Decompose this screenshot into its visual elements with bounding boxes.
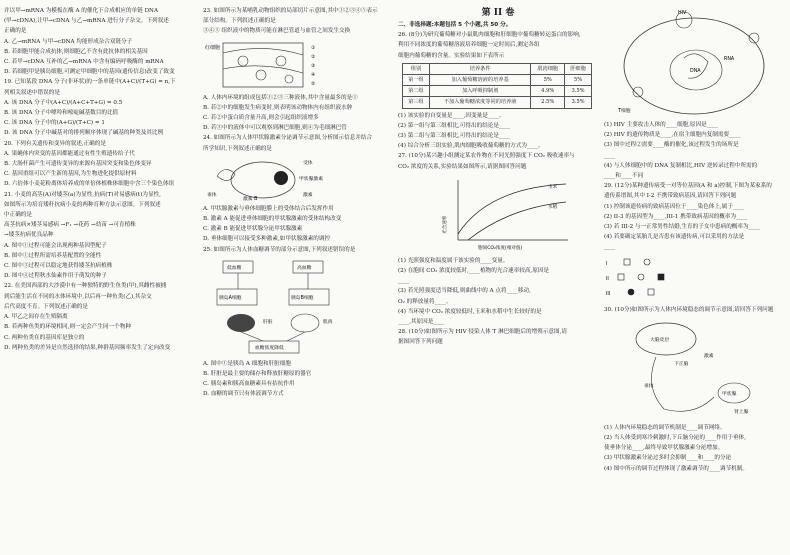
q26-line: 利用不同浓度的葡萄糖溶液培养细胞一定时间后,测定各组 xyxy=(398,42,540,49)
q27-line: ____ xyxy=(398,278,410,285)
col4-line: (2) II-3 的基因型为____,III-1 携带致病基因的概率为____ xyxy=(604,213,748,220)
col4-line: (2) 当人体受到寒冷刺激时,下丘脑分泌的____作用于垂体, xyxy=(604,435,746,442)
table-cell: 第二组 xyxy=(403,86,430,97)
col2-line: C. 若②中蛋白质含量升高,则会引起组织液增多 xyxy=(203,115,319,122)
col2-line: 所学知识,下列叙述正确的是 xyxy=(203,145,272,152)
q27-line: ____,其原因是____ xyxy=(398,319,445,326)
column-3 xyxy=(398,6,598,348)
table-row xyxy=(403,97,592,108)
col4-line: 30. (10分)如图所示为人体内环境稳态的调节示意图,请回答下列问题 xyxy=(604,306,774,313)
col4-line: (1) 控制该遗传病的致病基因位于____染色体上,属于____ xyxy=(604,203,745,210)
figure-mark: ③ xyxy=(311,63,316,69)
pedigree-symbol xyxy=(628,289,634,295)
table-header: 肝细胞 xyxy=(565,63,592,74)
col2-line: 24. 如图所示为人体甲状腺激素分泌调节示意图,分析图示信息并结合 xyxy=(203,135,373,142)
col1-line: D. 若细胞甲是胰岛细胞,可测定甲细胞中的基因(遗传信息)改变了致变 xyxy=(4,69,175,76)
col1-line: 中正确的是 xyxy=(4,212,32,219)
figure-label: 甲状腺 xyxy=(722,391,737,397)
table-cell: 不加入葡萄糖浓度等同的培养液 xyxy=(429,97,531,108)
blood-sugar-figure xyxy=(203,257,353,357)
col2-line: A. 图中①是胰岛 A 细胞和肝脏细胞 xyxy=(203,360,291,367)
regulation-figure xyxy=(604,317,784,421)
svg-text:胞间CO₂浓度(相对值): 胞间CO₂浓度(相对值) xyxy=(478,245,523,251)
col1-line: (甲→cDNA),让甲→cDNA 与乙→mRNA 进行分子杂交。下列叙述 xyxy=(4,18,169,25)
col1-line: B. 该 DNA 分子中嘌呤和嘧啶碱基数目的比值 xyxy=(4,110,119,117)
svg-text:光合速率: 光合速率 xyxy=(443,215,448,234)
part-title: 第 II 卷 xyxy=(481,8,515,18)
col1-line: 列相关叙述中错误的是 xyxy=(4,89,60,96)
col2-line: 部分结构。下列叙述正确的是 xyxy=(203,18,276,25)
table-cell: 加入葡萄糖溶液的培养基 xyxy=(429,75,531,86)
col1-line: 并以甲→mRNA 为模板在酶 A 的催化下合成相应的单链 DNA xyxy=(4,8,158,14)
table-cell: 5% xyxy=(531,75,565,86)
col4-line: (2) HIV 的遗传物质是____,在宿主细胞内复制需要____ xyxy=(604,132,741,139)
figure-label: 肌肉 xyxy=(323,319,333,325)
q27-line: (3) 若光照强度适当降低,则曲线中的 A 点将____移动, xyxy=(398,288,531,295)
figure-label: 胰岛A细胞 xyxy=(219,295,242,301)
figure-label: HIV xyxy=(678,11,687,16)
pedigree-symbol xyxy=(644,259,650,265)
pedigree-symbol xyxy=(624,259,630,265)
generation-label: I xyxy=(606,261,608,267)
col1-line: 如图所示为培育矮秆抗病小麦的两种育种方法示意图。下列叙述 xyxy=(4,201,161,208)
col1-line: B. 图中①过程所需培养基配置的全能性 xyxy=(4,252,102,259)
column-2 xyxy=(203,6,390,400)
col1-line: D. 两种鱼类的差异是自然选择的结果,种群基因频率发生了定向改变 xyxy=(4,344,171,351)
table-cell: 4.9% xyxy=(531,86,565,97)
q26-line: (4) 综合分析三组实验,肌肉细胞吸收葡萄糖的方式为____。 xyxy=(398,143,544,150)
col1-line: A. 果蝇体内突变的基因都能通过有性生殖遗传给子代 xyxy=(4,150,135,157)
column-1 xyxy=(4,6,194,353)
col1-line: →矮茎抗病优良品种 xyxy=(4,232,54,239)
q27-line: (2) 在胞间 CO₂ 浓度较低时,____植物的光合速率较高,原因是 xyxy=(398,268,549,275)
table-header: 组别 xyxy=(403,63,430,74)
svg-text:玉米: 玉米 xyxy=(548,184,558,190)
col4-line: (1) 人体内环境稳态的调节机制是____调节网络。 xyxy=(604,424,726,431)
figure-mark: ④ xyxy=(311,72,316,78)
col4-line: ____ xyxy=(604,152,616,159)
q27-line: (1) 光照强度和温度属于该实验的____变量。 xyxy=(398,257,509,264)
q27-line: 据图回答下列问题 xyxy=(398,339,443,346)
figure-label: 肝脏 xyxy=(263,319,273,325)
pedigree-symbol xyxy=(618,274,624,280)
col1-line: A. 乙→mRNA 与甲→cDNA 均能形成杂合双链分子 xyxy=(4,38,133,45)
q26-line: (2) 第一组与第三组相比,可得出的结论是____ xyxy=(398,122,511,129)
figure-mark: ⑤ xyxy=(311,81,316,87)
figure-label: 激素 B xyxy=(243,196,258,202)
table-cell: 3.5% xyxy=(565,97,592,108)
col2-line: D. 若③中的液体中可以观察到淋巴细胞,则④为毛细淋巴管 xyxy=(203,125,347,132)
figure-label: 高血糖 xyxy=(297,265,312,271)
col2-line: C. 激素 B 能促进甲状腺分泌甲状腺激素 xyxy=(203,226,303,233)
figure-label: 激素 xyxy=(704,353,714,359)
col2-line: 25. 如图所示为人体血糖调节的部分示意图,下列叙述错误的是 xyxy=(203,246,356,253)
col1-line: A. 该 DNA 分子中(A+C)/(A+C+T+G) = 0.5 xyxy=(4,99,123,106)
generation-label: III xyxy=(606,291,611,297)
table-cell: 第一组 xyxy=(403,75,430,86)
figure-label: 垂体 xyxy=(207,192,217,198)
figure-mark: ② xyxy=(311,54,316,60)
pedigree-chart xyxy=(604,255,784,303)
col4-line: 遗传系谱图,其中 I-2 不携带致病基因,请回答下列问题 xyxy=(604,193,737,200)
figure-label: 肾上腺 xyxy=(734,409,749,415)
col1-line: D. 六倍体小麦花粉离体培养成的单倍体植株体细胞中含三个染色体组 xyxy=(4,181,175,188)
col2-line: D. 血糖的调节只有体液调节方式 xyxy=(203,391,284,398)
q26-line: (1) 该实验的自变量是____,因变量是____。 xyxy=(398,112,505,119)
col4-line: (3) 图中过程②需要____酶的催化,该过程发生的场所是 xyxy=(604,142,739,149)
thyroid-figure xyxy=(203,156,353,202)
col2-line: B. 若②中的细胞发生病变时,则表明该动物体内有组织液水肿 xyxy=(203,104,353,111)
figure-label: T细胞 xyxy=(618,109,631,114)
experiment-table xyxy=(402,63,592,109)
q26-line: 27. (10分)某兴趣小组测定某农作物在不同光照强度下 CO₂ 吸收速率与 xyxy=(398,153,575,160)
figure-label: 甲状腺激素 xyxy=(299,176,323,182)
col1-line: 高茎抗病×矮茎易感病 →F₁ →花药 →幼苗 →可育植株 xyxy=(4,222,136,229)
table-row xyxy=(403,86,592,97)
col1-line: C. 该 DNA 分子中的(A+G)/(T+C) = 1 xyxy=(4,120,105,127)
col1-line: C. 图中③过程可以稳定地获得矮茎抗病植株 xyxy=(4,263,113,270)
col2-line: 23. 如图所示为某哺乳动物组织的局部切片示意图,其中①②③④⑤表示 xyxy=(203,8,378,14)
table-header: 培养条件 xyxy=(429,63,531,74)
col4-line: 使垂体分泌____,最终导致甲状腺激素分泌增加。 xyxy=(604,445,724,452)
col2-line: B. 肝脏是最主要的储存和释放肝糖原的器官 xyxy=(203,371,312,378)
figure-label: RNA xyxy=(724,57,735,62)
column-4 xyxy=(604,6,786,474)
q27-line: O₂ 的释放量将____。 xyxy=(398,298,452,305)
col4-line: 29. (12分)某种遗传病受一对等位基因(A 和 a)控制,下图为某家系的 xyxy=(604,183,772,190)
figure-mark: ① xyxy=(311,45,316,51)
figure-label: 红细胞 xyxy=(205,44,221,51)
col1-line: 到后能生活在不同的水体环境中,以后再一种鱼类(乙),其杂交 xyxy=(4,293,152,300)
col1-line: C. 基因重组可以产生新的基因,为生物进化提供原材料 xyxy=(4,171,137,178)
table-cell: 加入呼吸抑制剂 xyxy=(429,86,531,97)
tissue-figure xyxy=(203,39,353,91)
col4-line: (3) 若 III-2 与一正常男性结婚,生育的子女中患病的概率为____ xyxy=(604,224,760,231)
col4-line: ____和____不同 xyxy=(604,173,644,180)
q26-line: 26. (8分)为研究葡萄糖对小鼠肌肉细胞和肝细胞中葡萄糖转运蛋白的影响, xyxy=(398,32,581,39)
section-heading: 二、非选择题:本题包括 5 个小题,共 50 分。 xyxy=(398,22,512,28)
figure-label: 大脑皮层 xyxy=(650,337,670,343)
col2-line: ③④⑤ 组织液中的物质可能在淋巴管道与血管之间发生交换 xyxy=(203,28,351,35)
col1-line: C. 若甲→cDNA 互补的乙→mRNA 中含有编码呼吸酶的 mRNA xyxy=(4,59,164,66)
pedigree-symbol xyxy=(648,289,654,295)
q27-line: 28. (10分)如图所示为 HIV 侵染人体 T 淋巴细胞后的增殖示意图,请 xyxy=(398,329,567,336)
col1-line: 19. 已知某段 DNA 分子(非环状)的一条单链中(A+C)/(T+G) = n,下 xyxy=(4,79,176,86)
col1-line: B. 若两种鱼类的环境相同,则一定会产生同一个物种 xyxy=(4,324,131,331)
figure-label: 垂体 xyxy=(644,383,654,389)
col4-line: (3) 甲状腺激素分泌过多时会抑制____和____的分泌 xyxy=(604,455,732,462)
pedigree-symbol xyxy=(638,274,644,280)
col1-line: 22. 在美国西部的大沙漠中有一种独特的野生鱼类(甲),其雌性被捕 xyxy=(4,283,167,290)
pedigree-symbol xyxy=(658,274,664,280)
col1-line: 21. 小麦的高茎(A)对矮茎(a)为显性,抗病(T)对易感病(t)为显性, xyxy=(4,191,161,198)
col2-line: B. 激素 A 能促进垂体细胞的甲状腺激素的受体结构改变 xyxy=(203,216,342,223)
col2-line: A. 甲状腺激素与垂体细胞膜上的受体结合后发挥作用 xyxy=(203,205,334,212)
q26-line: CO₂ 浓度的关系,实验结果如图所示,请据图回答问题 xyxy=(398,163,527,170)
generation-label: II xyxy=(606,276,609,282)
figure-label: 激素 xyxy=(303,192,313,198)
col1-line: 后代高度不育。下列叙述正确的是 xyxy=(4,303,88,310)
q26-line: (3) 第二组与第三组相比,可得出的结论是____ xyxy=(398,133,511,140)
col1-line: D. 图中④过程秋水仙素作用于萌发的种子 xyxy=(4,273,107,280)
col2-line: A. 人体内环境的组成包括①②③三种液体,其中含量最多的是① xyxy=(203,94,358,101)
col4-line: (1) HIV 主要攻击人体的____细胞,原因是____ xyxy=(604,122,718,128)
svg-text:水稻: 水稻 xyxy=(548,204,558,210)
col4-line: (4) 与人体细胞中的 DNA 复制相比,HIV 逆转录过程中所需的 xyxy=(604,162,758,169)
figure-label: 血糖浓度降低 xyxy=(255,345,284,351)
col2-line: C. 胰岛素和胰高血糖素具有拮抗作用 xyxy=(203,381,295,388)
col1-line: C. 两种鱼类在的基因库是独立的 xyxy=(4,334,85,341)
col4-line: ____ xyxy=(604,244,616,251)
figure-label: 低血糖 xyxy=(227,265,242,271)
col1-line: B. 若细胞甲能合成抗体,则细胞乙不含有此抗体的相关基因 xyxy=(4,48,148,55)
col4-line: (4) 图中所示的调节过程体现了激素调节的____调节机制。 xyxy=(604,465,748,472)
table-cell: 第三组 xyxy=(403,97,430,108)
col1-line: A. 图中①过程可能会出现两种基因型配子 xyxy=(4,242,107,249)
table-cell: 2.5% xyxy=(531,97,565,108)
figure-label: 胰岛B细胞 xyxy=(291,295,314,301)
photosynthesis-chart xyxy=(398,174,598,254)
col1-line: 正确的是 xyxy=(4,28,27,35)
col1-line: 20. 下列有关遗传和变异的叙述,正确的是 xyxy=(4,140,106,147)
figure-label: DNA xyxy=(690,69,701,74)
col2-line: D. 垂体细胞可以接受多种激素,如甲状腺激素的调控 xyxy=(203,236,331,243)
table-cell: 5% xyxy=(565,75,592,86)
hiv-figure xyxy=(604,8,784,118)
table-cell: 3.5% xyxy=(565,86,592,97)
q26-line: 细胞内葡萄糖的含量。实验结果如下表所示 xyxy=(398,52,505,59)
col1-line: A. 甲乙之间存在生殖隔离 xyxy=(4,314,68,321)
figure-label: 下丘脑 xyxy=(674,361,689,367)
col1-line: D. 该 DNA 分子中碱基对的排列顺序体现了碱基的种类及其比例 xyxy=(4,130,164,137)
q27-line: (4) 当环境中 CO₂ 浓度较低时,玉米和水稻中生长较好的是 xyxy=(398,308,542,315)
col1-line: B. 大肠杆菌产生可遗传变异的来源有基因突变和染色体变异 xyxy=(4,161,152,168)
table-row xyxy=(403,75,592,86)
col4-line: (4) 若要确定某胎儿是否患有该遗传病,可以采用的方法是 xyxy=(604,234,745,241)
figure-label: 受体 xyxy=(303,160,313,166)
table-header: 肌肉细胞 xyxy=(531,63,565,74)
